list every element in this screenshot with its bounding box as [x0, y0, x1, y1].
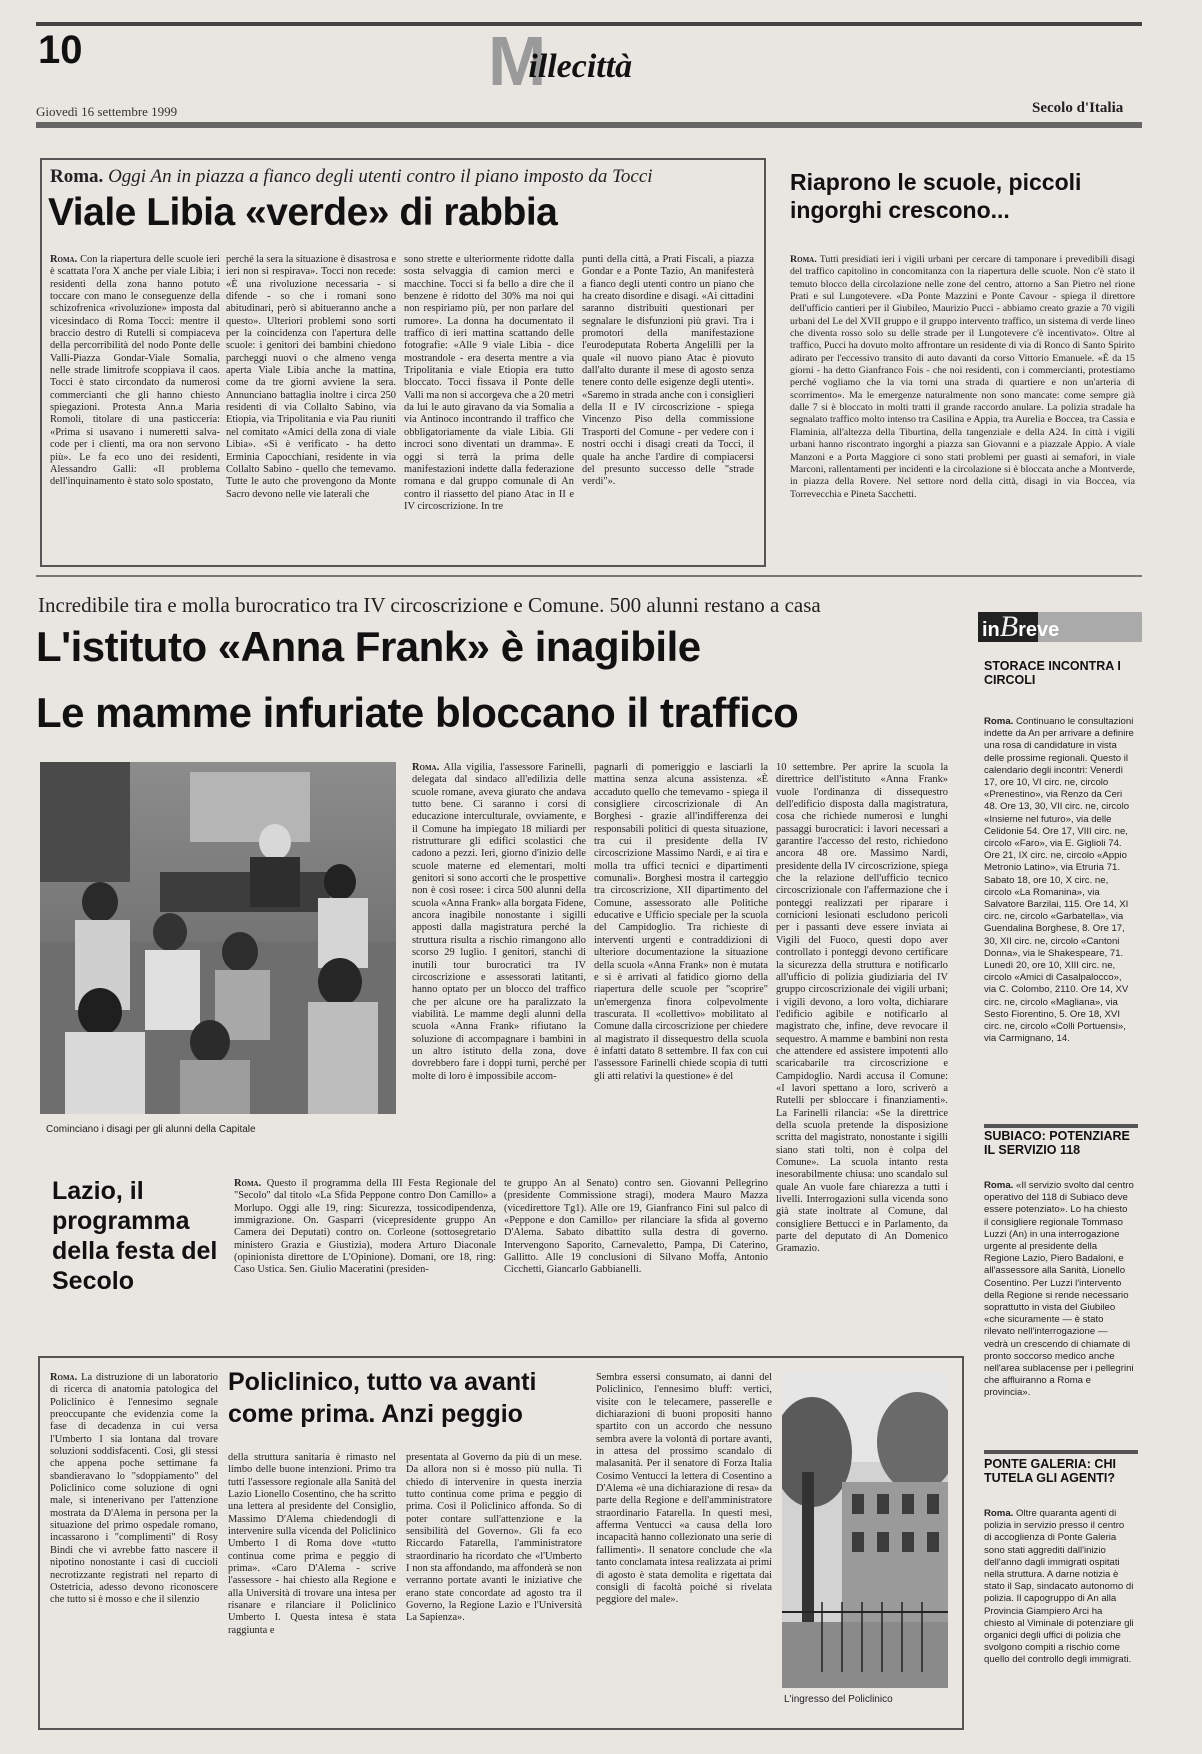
brief-divider-1	[984, 1124, 1138, 1128]
masthead	[488, 22, 748, 100]
kicker-text: Oggi An in piazza a fianco degli utenti contro il piano imposto da Tocci	[108, 166, 653, 187]
article-viale-libia-col-3: sono strette e ulteriormente ridotte dalla sosta selvaggia di camion merci e macchine. Tocci si fa bello a dire che il benzene è ridotto del 30% ma noi qui non respiriamo più, per non parlare del rumore». La donna ha documentato il traffico di ieri mattina scattando delle fotografie: «Alle 9 viale Libia - dice mostrandole - era deserta mentre a via Tripolitania e viale Etiopia era tutto bloccato. Tocci fissava il Ponte delle Valli ma non si accorgeva che a 20 metri da lui le auto giravano da via Somalia a via Antinoco incontrando il traffico che obbligatoriamente da viale Libia. Gli incroci sono diventati un dramma». E oggi si terrà la prima delle manifestazioni indette dalla federazione romana e dal gruppo comunale di An contro il riassetto del piano Atac in II e IV circoscrizione. In tre	[404, 254, 574, 512]
section-divider	[36, 575, 1142, 577]
column-text: Alla vigilia, l'assessore Farinelli, delegata dal sindaco all'edilizia delle scuole romane, aveva giurato che andava tutto bene. Ci saranno i corsi di educazione interculturale, ovviamente, e il Comune ha impiegato 18 miliardi per ristrutturare gli edifici scolastici che cadono a pezzi. Ieri, giorno d'inizio delle scuole materne ed elementari, molti genitori si sono accorti che le prospettive non è così rosee: i circa 500 alunni della scuola «Anna Frank» alla borgata Fidene, ancora inagibile nonostante i sigilli apposti dalla magistratura perché la struttura risulta a rischio rimangono allo scorso 29 luglio. I genitori, stanchi di inutili tour burocratici tra IV circoscrizione e assessorati latitanti, hanno optato per un blocco del traffico che per alcune ore ha paralizzato la viabilità. Le mamme degli alunni della scuola «Anna Frank» rifiutano la soluzione di accompagnare i bambini in un altro istituto della zona, dove dovrebbero fare i doppi turni, perché per molte di loro è impossibile accom-	[412, 762, 586, 1082]
article-anna-frank-col-2: pagnarli di pomeriggio e lasciarli la mattina senza alcuna assistenza. «È accaduto quello che temevamo - spiega il consigliere circoscrizionale di An Borghesi - grazie all'indifferenza dei responsabili politici di questa situazione, tra cui il presidente della IV circoscrizione Massimo Nardi, e ai tira e molla tra uffici tecnici e dipartimenti comunali». Borghesi mostra il carteggio tra circoscrizione, XII dipartimento del Comune, assessorato alle Politiche educative e Ufficio speciale per la scuola del Campidoglio. Tra richieste di interventi urgenti e contraddizioni di ulteriore documentazione la situazione della scuola «Anna Frank» non è mutata e si è arrivati al fatidico giorno della riapertura delle scuole per "scoprire" un'emergenza finora colpevolmente trascurata. Il «collettivo» mobilitato al Comune dalla circoscrizione per chiedere al magistrato il dissequestro della scuola è infatti datato 8 settembre. Il fax con cui l'assessore Farinelli chiede scopia di tutti gli atti relativi la questione» è del	[594, 762, 768, 1082]
article-viale-libia-col-2: perché la sera la situazione è disastrosa e ieri non si respirava». Tocci non recede: «È una rivoluzione necessaria - si difende - so che i romani sono abitudinari, però si abitueranno anche a questo». Ulteriori problemi sono sorti per la coincidenza con l'apertura delle scuole: i genitori dei bambini chiedono parcheggi nuovi o che almeno venga aperta Viale Libia anche la mattina, come da tre giorni avviene la sera. Annunciano battaglia inoltre i circa 250 residenti di via Collalto Sabino, via Etiopia, via Tripolitania e via Pau riuniti nel comitato «Amici della zona di viale Libia». «Si è verificato - ha detto Erminia Capocchiani, residente in via Collalto Sabino - quello che temevamo. Tutte le auto che provengono da Monte Sacro devono nelle vie laterali che	[226, 254, 396, 500]
issue-date: Giovedì 16 settembre 1999	[36, 104, 178, 119]
brief-text: Oltre quaranta agenti di polizia in servizio presso il centro di accoglienza di Ponte Galeria sono stati aggrediti dall'inizio dell'anno dagli immigrati ospitati nella struttura. A darne notizia è stato il Sap, sindacato autonomo di polizia. Il capogruppo di An alla Provincia Giampiero Arci ha chiesto al Viminale di potenziare gli organici degli uffici di polizia che svolgono compiti a rischio come quello del controllo degli immigrati.	[984, 1508, 1134, 1666]
article-policlinico-col-4: Sembra essersi consumato, ai danni del Policlinico, l'ennesimo bluff: vertici, visite con le telecamere, passerelle e dichiarazioni di buoni propositi hanno spartito con un accordo che nessuno sembra avere la volontà di portare avanti, in attesa del prossimo scandalo di malasanità. Per il senatore di Forza Italia Cosimo Ventucci la lettera di Cosentino a D'Alema «è una dichiarazione di resa» da parte della Regione e dell'amministratore straordinario Fatarella. In questi mesi, afferma Ventucci «a causa della loro incapacità hanno collezionato una serie di fallimenti». Il senatore conclude che «la tanto conclamata intesa realizzata ai primi di agosto è stata demolita e rigettata dai consigli di facoltà poiché si rivelata peggiore del male».	[596, 1372, 772, 1606]
article-scuole-headline: Riaprono le scuole, piccoli ingorghi crescono...	[790, 169, 1082, 223]
column-text: Tutti presidiati ieri i vigili urbani per cercare di tamponare i prevedibili disagi del traffico capitolino in concomitanza con la riapertura delle scuole. Non c'è stato il temuto blocco della circolazione nelle zone del centro, attorno a San Pietro nel rione Prati e sul Lungotevere. «Da Ponte Mazzini e Ponte Cavour - spiega il direttore dell'ufficio cantieri per il Giubileo, Maurizio Pucci - abbiamo creato grazie a 70 vigili urbani del Le del XVII gruppo e il gruppo intervento traffico, un sistema di verde lineo che diventa rosso solo su delle strade per il Lungotevere c'è incentivato». Oltre al traffico, Pucci ha dovuto molto affrontare un residente di via di Ronco di Santo Spirito adirato per l'eccessivo transito di auto davanti da corso Vittorio Emanuele. «È da 15 giorni - ha detto Gianfranco Fois - che noi residenti, con i commercianti, protestiamo perché vogliamo che la via torni una strada di quartiere e non un'arteria di scorrimento». Ma le emergenze naturalmente non sono mancate: come sempre già dalle 7 si è bloccato in molti tratti il grande raccordo anulare. La polizia stradale ha segnalato traffico molto intenso tra Casilina e Appia, tra Aurelia e Boccea, tra Cassia e Flaminia, all'altezza della Tiburtina, della tangenziale e della A24. In città i vigili urbani hanno riscontrato ingorghi a piazza san Giovanni e a piazzale Appio. A viale Manzoni e a Porta Maggiore ci sono stati problemi per guasti ai semafori, in viale Marconi, rallentamenti per incidenti e la circolazione si è bloccata anche a Montverde, in piazza della Rovere. Nel settore nord della città, disagi in via Boccea, via Torrevecchia e Pineta Sacchetti.	[790, 254, 1135, 500]
article-policlinico-col-3: presentata al Governo da più di un mese. Da allora non si è mosso più nulla. Ti chiedo di intervenire in questa inerzia tutto continua come prima e peggio di prima. Così il Policlinico affonda. So di poter contare sull'attenzione e la sensibilità del Governo». Gli fa eco Riccardo Fatarella, l'amministratore straordinario ha ricordato che «l'Umberto I non sta affondando, ma affonderà se non verranno portate avanti le iniziative che erano state concordate ad agosto tra il Governo, la Regione Lazio e l'Università La Sapienza».	[406, 1452, 582, 1624]
dateline: Roma.	[50, 1372, 78, 1383]
dateline: Roma.	[984, 716, 1014, 727]
classroom-photo-image	[40, 762, 396, 1114]
in-breve-in: in	[982, 619, 1000, 641]
in-breve-b: B	[999, 610, 1019, 643]
brief-2-body	[984, 1180, 1134, 1440]
dateline: Roma.	[50, 254, 78, 265]
policlinico-photo	[782, 1372, 948, 1688]
brief-title-text: SUBIACO: POTENZIARE IL SERVIZIO 118	[984, 1129, 1130, 1157]
article-anna-frank-headline-1: L'istituto «Anna Frank» è inagibile	[36, 623, 701, 670]
article-festa-col-2: te gruppo An al Senato) contro sen. Giovanni Pellegrino (presidente Commissione stragi), modera Mauro Mazza (vicedirettore Tg1). Alle ore 19, Gianfranco Fini sul palco di «Peppone e don Camillo» per rilanciare la sfida al governo D'Alema. Sabato dibattito sulla destra di governo. Intervengono Saporito, Carnevaletto, Pampa, Di Caterino, Gallitto. Alle 19 conclusioni di Silvano Moffa, Antonio Cicchetti, Giancarlo Gabbianelli.	[504, 1178, 768, 1276]
article-viale-libia-headline: Viale Libia «verde» di rabbia	[48, 191, 558, 234]
dateline: Roma.	[984, 1180, 1014, 1191]
kicker-place: Roma.	[50, 166, 104, 187]
brief-3-title	[984, 1458, 1134, 1504]
classroom-photo-caption: Cominciano i disagi per gli alunni della Capitale	[46, 1124, 256, 1135]
masthead-initial: M	[488, 22, 543, 100]
brief-text: Continuano le consultazioni indette da An per arrivare a definire una rosa di candidature in vista delle prossime regionali. Questo il calendario degli incontri: Venerdì 17, ore 10, VI circ. ne, circolo «Prenestino», via Renzo da Ceri 48. Ore 13, 30, VII circ. ne, circolo «Insieme nel futuro», via delle Celidonie 54. Ore 17, VIII circ. ne, circolo «Faro», via E. Giglioli 74. Ore 21, IX circ. ne, circolo «Appio Metronio Latino», via Etruria 71. Sabato 18, ore 10, X circ. ne, circolo «La Romanina», via Salvatore Barzilai, 115. Ore 14, XI circ. ne, circolo «Garbatella», via Guendalina Borghese, 8. Ore 17, 30, XII circ. ne, circolo «Cantoni Donna», via le Shakespeare, 71. Lunedì 20, ore 10, XIII circ. ne, circolo «Amici di Casalpalocco», via C. Colombo, 2110. Ore 14, XV circ. ne, circolo «Magliana», via Sesto Fiorentino, 5. Ore 18, XVI circ. ne, circolo «Colli Portuensi», via Carmignano, 14.	[984, 716, 1134, 1045]
article-viale-libia-col-4: punti della città, a Prati Fiscali, a piazza Gondar e a Ponte Tazio, An manifesterà a fianco degli utenti contro un piano che ha creato disordine e disagi. «Ai cittadini saranno distribuiti questionari per segnalare le disfunzioni più gravi. Tra i promotori della manifestazione l'eurodeputata Roberta Angelilli per la quale «il nuovo piano Atac è piovuto dall'alto durante il mese di agosto senza tenere conto delle esigenze degli utenti». «Saremo in strada anche con i consiglieri della II e IV circoscrizione - spiega Vincenzo Piso della commissione Trasporti del Comune - per vedere con i nostri occhi i disagi creati da Tocci, il quale ha anche l'ardire di compiacersi del presunto successo delle "strade verdi"».	[582, 254, 754, 488]
dateline: Roma.	[234, 1178, 262, 1189]
brief-1-title	[984, 660, 1134, 704]
brief-1-body	[984, 716, 1134, 1120]
paper-name: Secolo d'Italia	[1032, 100, 1124, 116]
policlinico-photo-image	[782, 1372, 948, 1688]
brief-divider-2	[984, 1450, 1138, 1454]
column-text: La distruzione di un laboratorio di ricerca di anatomia patologica del Policlinico è l'ennesimo segnale preoccupante che evidenzia come la fase di decadenza in cui versa l'Umberto I sia lontana dal trovare soluzioni soddisfacenti. Così, gli stessi che appena poche settimane fa sbandieravano lo "sdoppiamento" del Policlinico come soluzione di ogni male, si intenerivano per l'attenzione mostrata da D'Alema in persona per la situazione del primo ospedale romano, incassarono i "complimenti" di Rosy Bindi che vi avrebbe fatto nascere il nipotino nonostante i casi di cuccioli necrotizzante registrati nel reparto di Ostetricia, adesso devono riconoscere che tutto si è mosso e che il silenzio	[50, 1372, 218, 1606]
header-top-rule	[36, 22, 1142, 26]
article-viale-libia-kicker	[50, 166, 760, 188]
in-breve-rest: reve	[1018, 619, 1060, 641]
classroom-photo	[40, 762, 396, 1114]
page-number: 10	[38, 28, 83, 72]
dateline: Roma.	[790, 254, 817, 265]
column-text: Questo il programma della III Festa Regionale del "Secolo" dal titolo «La Sfida Peppone contro Don Camillo» a Morlupo. Oggi alle 19, ring: Sicurezza, tossicodipendenza, immigrazione. On. Gasparri (vicepresidente gruppo An Camera dei Deputati) contro on. Corleone (sottosegretario ministero Grazia e Giustizia), modera Arturo Diaconale (opinionista direttore de L'Opinione). Domani, ore 18, ring: Caso Ustica. Sen. Giulio Maceratini (presiden-	[234, 1178, 496, 1276]
dateline: Roma.	[984, 1508, 1014, 1519]
masthead-title: illecittà	[528, 48, 633, 85]
article-policlinico-headline: Policlinico, tutto va avanti come prima. Anzi peggio	[228, 1368, 537, 1428]
article-policlinico-col-2: della struttura sanitaria è rimasto nel limbo delle buone intenzioni. Primo tra tutti l'assessore regionale alla Sanità del Lazio Lionello Cosentino, che ha scritto una lettera al presidente del Consiglio, Massimo D'Alema chiedendogli di intervenire sulla vicenda del Policlinico Umberto I di Roma dove «tutto continua come prima e peggio di prima». «Caro D'Alema - scrive l'assessore - hai chiesto alla Regione e alla Università di trovare una intesa per risanare e rilanciare il Policlinico Umberto I. Questa intesa è stata raggiunta e	[228, 1452, 396, 1636]
article-anna-frank-kicker: Incredibile tira e molla burocratico tra IV circoscrizione e Comune. 500 alunni restano a casa	[38, 593, 821, 617]
article-policlinico-col-1	[50, 1372, 218, 1720]
article-festa-col-1	[234, 1178, 496, 1318]
column-text: Con la riapertura delle scuole ieri è scattata l'ora X anche per viale Libia; i residenti della zona hanno potuto toccare con mano le conseguenze della schizofrenica «rivoluzione» imposta dal vicesindaco di Roma Tocci: mentre il braccio destro di Rutelli si compiaceva della percorribilità del nodo Ponte delle Valli-Piazza Gondar-Viale Somalia, nelle strade limitrofe scoppiava il caos. Tocci è stato circondato da numerosi commercianti che gli hanno chiesto spiegazioni. Protesta Ann.a Maria Romoli, titolare di una pasticceria: «Prima si usavano i numeretti salva-code per i clienti, ma ora non servono più». Le fa eco uno dei residenti, Alessandro Galli: «Il problema dell'inquinamento è stato solo spostato,	[50, 254, 220, 488]
article-festa-headline: Lazio, il programma della festa del Secolo	[52, 1177, 218, 1295]
article-anna-frank-headline-2: Le mamme infuriate bloccano il traffico	[36, 689, 799, 736]
article-anna-frank-col-1	[412, 762, 586, 1118]
article-viale-libia-col-1	[50, 254, 220, 556]
brief-3-body	[984, 1508, 1134, 1736]
dateline: Roma.	[412, 762, 440, 773]
header-bottom-rule	[36, 122, 1142, 128]
brief-2-title	[984, 1130, 1134, 1176]
brief-title-text: STORACE INCONTRA I CIRCOLI	[984, 659, 1121, 687]
article-scuole-body	[790, 254, 1135, 556]
brief-title-text: PONTE GALERIA: CHI TUTELA GLI AGENTI?	[984, 1457, 1116, 1485]
brief-text: «Il servizio svolto dal centro operativo del 118 di Subiaco deve essere potenziato». Lo ha chiesto il consigliere regionale Tommaso Luzzi (An) in una interrogazione urgente al presidente della Regione Lazio, Piero Badaloni, e all'assessore alla Sanità, Lionello Cosentino. Per Luzzi l'intervento della Regione si rende necessario soprattutto in vista del Giubileo «che sicuramente — è stato rilevato nell'interrogazione — vedrà un crescendo di chiamate di pronto soccorso medico anche nell'area sublacense per i pellegrini che affluiranno a Roma e provincia».	[984, 1180, 1134, 1399]
article-anna-frank-col-3: 10 settembre. Per aprire la scuola la direttrice dell'istituto «Anna Frank» vuole l'ordinanza di dissequestro dell'edificio disposta dalla magistratura, cosa che richiede numerosi e lunghi passaggi burocratici: i lavori necessari a garantire l'accesso del resto, richiedono ancora 48 ore. Massimo Nardi, presidente della IV circoscrizione, spiega che la relazione dell'ufficio tecnico circoscrizionale con l'affermazione che i ponteggi realizzati per riparare i cornicioni lesionati escludono pericoli per i passanti deve essere inviata ai Vigili del Fuoco, questi dopo aver controllato i ponteggi devono certificare la sicurezza della struttura e notificarlo all'ufficio di polizia giudiziaria del IV gruppo circoscrizionale dei vigili urbani; i vigili devono, a loro volta, dichiarare l'edificio agibile e notificarlo al magistrato che, infine, deve revocare il sequestro. A mamme e bambini non resta che attendere ed assistere impotenti allo scaricabarile tra circoscrizione e Campidoglio. Nardi accusa il Comune: «I lavori spettano a loro, scriverò a Rutelli per sbloccare i finanziamenti». La Farinelli rilancia: «Se la direttrice della scuola pretende la disposizione scritta del magistrato, nonostante i sigilli siano stati tolti, non è colpa del Comune». La scuola intanto resta inesorabilmente chiusa: uno scandalo sul quale An vuole fare chiarezza a tutti i livelli. Interrogazioni sulla vicenda sono già state inoltrate al Comune, dal consigliere Bettucci e in Parlamento, da parte del deputato di An Domenico Gramazio.	[776, 762, 948, 1255]
policlinico-photo-caption: L'ingresso del Policlinico	[784, 1694, 893, 1705]
in-breve-label	[982, 612, 1059, 642]
